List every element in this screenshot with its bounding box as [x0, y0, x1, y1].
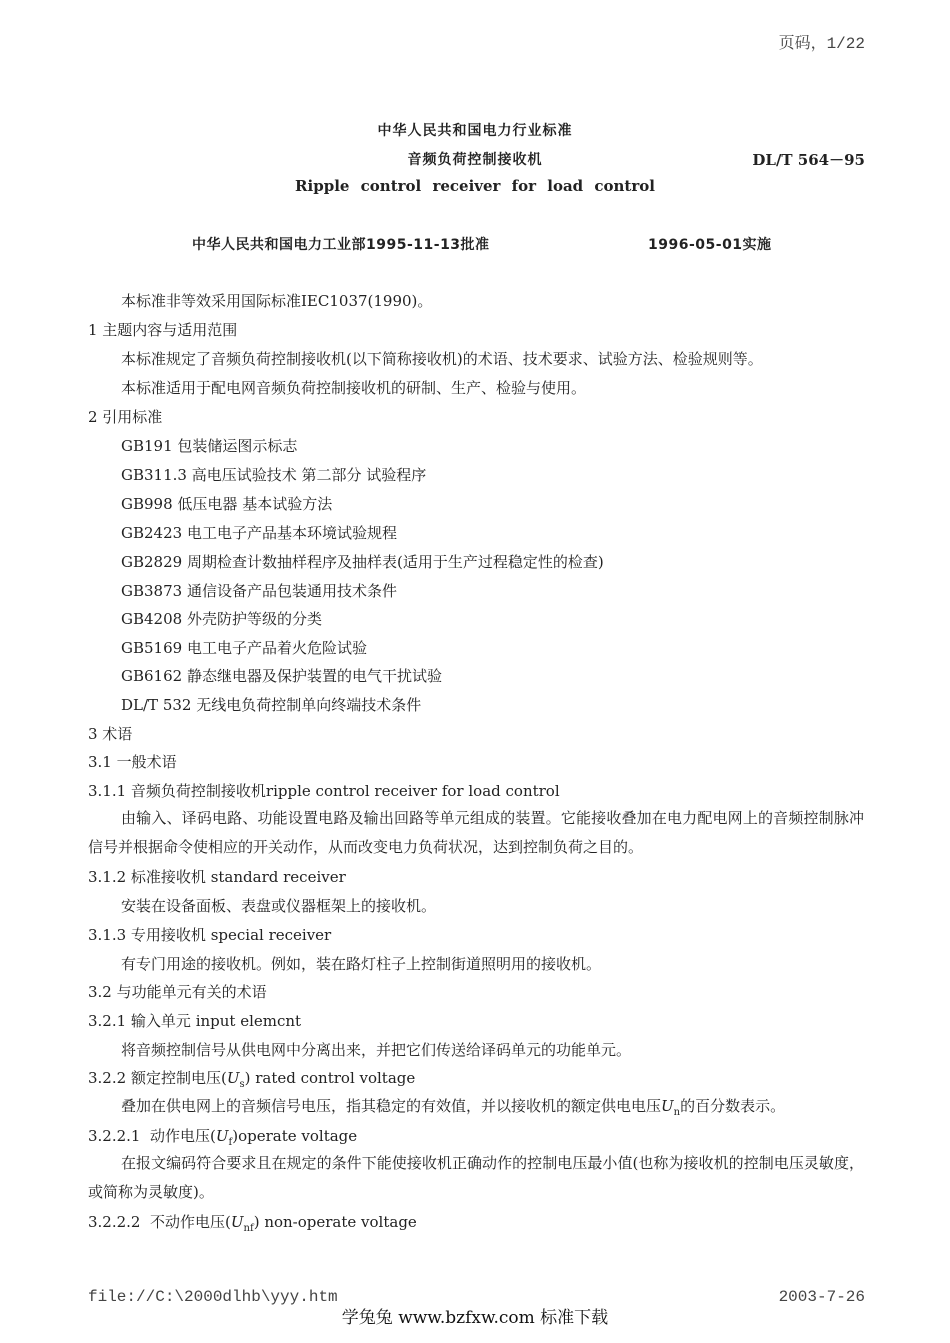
reference-item: GB3873 通信设备产品包装通用技术条件	[121, 582, 397, 600]
section-3-2-2-1-heading: 3.2.2.1 动作电压$(U_f)operate$ voltage	[88, 1127, 358, 1148]
section-3-1-heading: 3.1 一般术语	[88, 753, 177, 771]
reference-item: DL/T 532 无线电负荷控制单向终端技术条件	[121, 696, 422, 714]
section-3-2-heading: 3.2 与功能单元有关的术语	[88, 983, 267, 1001]
std-code: DL/T 564－95	[752, 151, 865, 169]
section-1-paragraph-1: 本标准规定了音频负荷控制接收机(以下简称接收机)的术语、技术要求、试验方法、检验规则等。	[121, 350, 763, 368]
org-title: 中华人民共和国电力行业标准	[377, 123, 573, 139]
doc-title-en: Ripple control receiver for load control	[295, 177, 655, 195]
reference-item: GB2423 电工电子产品基本环境试验规程	[121, 524, 397, 542]
section-3-1-2-heading: 3.1.2 标准接收机 standard receiver	[88, 868, 346, 886]
section-3-1-3-text: 有专门用途的接收机。例如，装在路灯柱子上控制街道照明用的接收机。	[121, 955, 602, 973]
print-date: 2003-7-26	[778, 1288, 865, 1306]
section-1-heading: 1 主题内容与适用范围	[88, 321, 238, 339]
reference-item: GB311.3 高电压试验技术 第二部分 试验程序	[121, 466, 427, 484]
approval-line: 中华人民共和国电力工业部1995-11-13批准	[192, 237, 490, 253]
section-3-2-1-text: 将音频控制信号从供电网中分离出来，并把它们传送给译码单元的功能单元。	[121, 1041, 632, 1059]
section-1-paragraph-2: 本标准适用于配电网音频负荷控制接收机的研制、生产、检验与使用。	[121, 379, 587, 397]
section-3-2-2-heading: 3.2.2 额定控制电压$(U_s)$ rated control voltage	[88, 1069, 416, 1090]
section-3-1-3-heading: 3.1.3 专用接收机 special receiver	[88, 926, 332, 944]
doc-title-cn: 音频负荷控制接收机	[407, 152, 543, 168]
reference-item: GB998 低压电器 基本试验方法	[121, 495, 333, 513]
page-number: 页码，1/22	[778, 35, 865, 53]
section-3-1-1-heading: 3.1.1 音频负荷控制接收机ripple control receiver for load control	[88, 782, 560, 800]
reference-item: GB6162 静态继电器及保护装置的电气干扰试验	[121, 667, 442, 685]
section-3-heading: 3 术语	[88, 725, 133, 743]
section-3-1-2-text: 安装在设备面板、表盘或仪器框架上的接收机。	[121, 897, 437, 915]
effective-date: 1996-05-01实施	[648, 237, 772, 253]
intro-text: 本标准非等效采用国际标准IEC1037(1990)。	[121, 292, 433, 310]
reference-item: GB2829 周期检查计数抽样程序及抽样表(适用于生产过程稳定性的检查)	[121, 553, 604, 571]
reference-item: GB4208 外壳防护等级的分类	[121, 610, 322, 628]
watermark-text: 学兔兔 www.bzfxw.com 标准下载	[341, 1308, 609, 1328]
reference-item: GB191 包装储运图示标志	[121, 437, 298, 455]
section-3-2-2-1-text: 在报文编码符合要求且在规定的条件下能使接收机正确动作的控制电压最小值(也称为接收机的控制电压灵敏度，或简称为灵敏度)。	[88, 1154, 864, 1201]
section-3-2-2-2-heading: 3.2.2.2 不动作电压$(U_{nf})$ non-operate voltage	[88, 1213, 417, 1234]
section-3-2-1-heading: 3.2.1 输入单元 input elemcnt	[88, 1012, 302, 1030]
section-3-2-2-text: 叠加在供电网上的音频信号电压，指其稳定的有效值，并以接收机的额定供电电压$U_n$的百分数表示。	[121, 1097, 786, 1118]
section-2-heading: 2 引用标准	[88, 408, 163, 426]
file-path: file://C:\2000dlhb\yyy.htm	[88, 1288, 338, 1306]
section-3-1-1-text: 由输入、译码电路、功能设置电路及输出回路等单元组成的装置。它能接收叠加在电力配电网上的音频控制脉冲信号并根据命令使相应的开关动作，从而改变电力负荷状况，达到控制负荷之目的。	[88, 809, 864, 856]
reference-item: GB5169 电工电子产品着火危险试验	[121, 639, 367, 657]
